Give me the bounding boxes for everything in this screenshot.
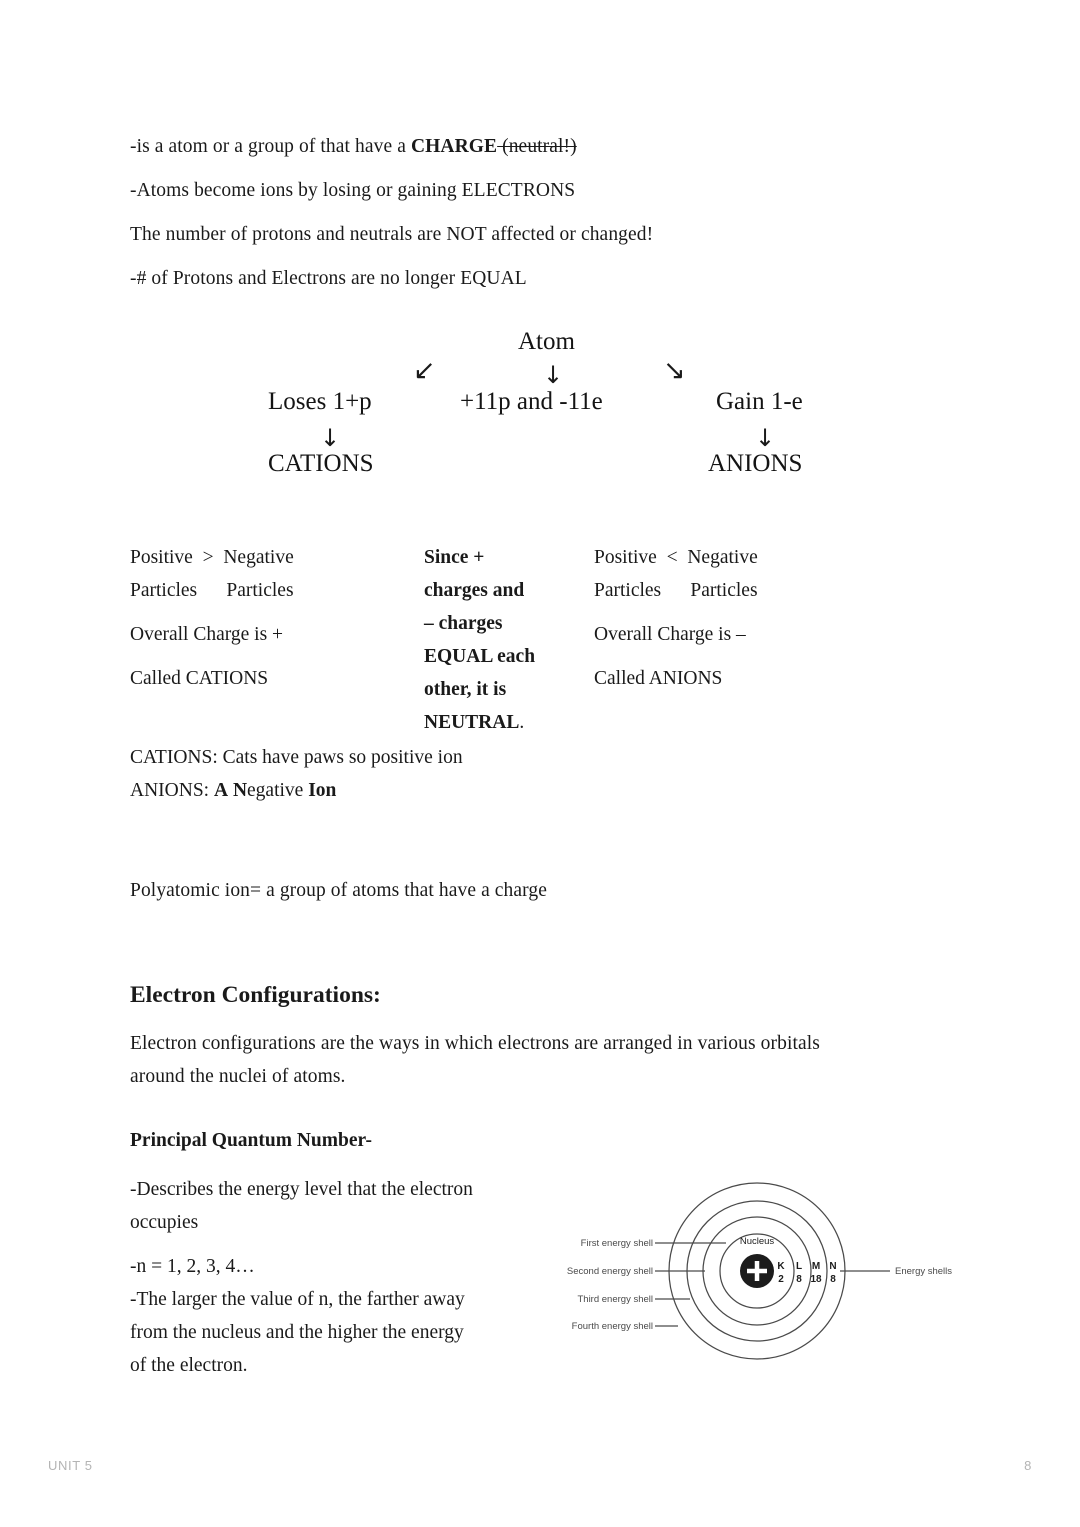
anions-mnemonic-prefix: ANIONS: [130, 780, 214, 801]
neutral-period: . [519, 712, 525, 733]
neutral-keyword: NEUTRAL [424, 712, 520, 733]
arrow-down-anions-icon: ↓ [755, 424, 776, 452]
neutral-strikethrough: (neutral!) [497, 136, 577, 157]
shell-count-m: 18 [810, 1274, 822, 1285]
pqn-and-figure-region [130, 1173, 953, 1423]
shell-letter-n: N [829, 1261, 837, 1272]
footer-unit-label: UNIT 5 [48, 1458, 93, 1473]
intro-line-4: -# of Protons and Electrons are no longer EQUAL [130, 268, 527, 289]
neutral-line-1: Since + [424, 547, 485, 568]
label-nucleus: Nucleus [739, 1236, 775, 1247]
diagram-branch-loses: Loses 1+p [268, 388, 372, 415]
ion-comparison-columns [130, 541, 930, 741]
pqn-line-6: of the electron. [130, 1355, 248, 1376]
intro-line-2: -Atoms become ions by losing or gaining ELECTRONS [130, 180, 576, 201]
electron-configurations-heading: Electron Configurations: [130, 982, 381, 1008]
shell-letter-k: K [777, 1261, 785, 1272]
intro-line-1 [130, 125, 930, 169]
page-footer [48, 1458, 1032, 1482]
label-energy-shells: Energy shells [895, 1266, 953, 1277]
electron-configurations-body [130, 1027, 930, 1093]
label-second-energy-shell: Second energy shell [566, 1266, 653, 1277]
pqn-describes-block [130, 1173, 530, 1239]
shell-letter-l: L [795, 1261, 803, 1272]
pqn-description [130, 1173, 530, 1382]
diagram-root-atom: Atom [518, 328, 575, 355]
neutral-line-2: charges and [424, 580, 525, 601]
label-first-energy-shell: First energy shell [580, 1238, 653, 1249]
document-content [130, 125, 953, 1423]
neutral-line-3: – charges [424, 613, 503, 634]
anions-mnemonic-ion: Ion [308, 780, 337, 801]
anions-mnemonic-n: N [232, 780, 248, 801]
anions-called: Called ANIONS [594, 668, 723, 689]
pqn-line-4: -The larger the value of n, the farther away [130, 1289, 465, 1310]
anions-column [594, 541, 894, 695]
diagram-branch-neutral: +11p and -11e [460, 388, 603, 415]
diagram-result-anions: ANIONS [708, 450, 803, 477]
label-third-energy-shell: Third energy shell [577, 1294, 653, 1305]
arrow-down-center-icon: ↓ [543, 361, 564, 389]
cations-column [130, 541, 430, 695]
intro-line-1-text: -is a atom or a group of that have a [130, 136, 411, 157]
pqn-line-2: occupies [130, 1212, 199, 1233]
atomic-shell-diagram [550, 1168, 960, 1393]
diagram-branch-gain: Gain 1-e [716, 388, 803, 415]
pqn-line-3: -n = 1, 2, 3, 4… [130, 1256, 255, 1277]
cations-called: Called CATIONS [130, 668, 269, 689]
arrow-down-left-icon: ↙ [413, 355, 436, 386]
arrow-down-cations-icon: ↓ [320, 424, 341, 452]
footer-page-number: 8 [1024, 1458, 1032, 1473]
neutral-column [424, 541, 574, 739]
electron-configurations-body-line2: around the nuclei of atoms. [130, 1066, 346, 1087]
anions-mnemonic-a: A [213, 780, 229, 801]
principal-quantum-number-heading: Principal Quantum Number- [130, 1130, 372, 1151]
neutral-line-5: other, it is [424, 679, 507, 700]
label-fourth-energy-shell: Fourth energy shell [571, 1321, 653, 1332]
arrow-down-right-icon: ↘ [663, 355, 686, 386]
cations-mnemonic: CATIONS: Cats have paws so positive ion [130, 747, 463, 768]
neutral-line-6 [424, 706, 574, 739]
anions-mnemonic [130, 774, 930, 807]
shell-count-k: 2 [778, 1274, 784, 1285]
pqn-line-5: from the nucleus and the higher the energy [130, 1322, 464, 1343]
intro-line-3: The number of protons and neutrals are NOT affected or changed! [130, 224, 654, 245]
charge-keyword: CHARGE [410, 136, 498, 157]
anions-particles-row: Particles Particles [594, 580, 758, 601]
anions-compare-row: Positive < Negative [594, 547, 758, 568]
shell-letter-m: M [811, 1261, 821, 1272]
atom-branching-diagram [130, 329, 930, 519]
shell-count-n: 8 [830, 1274, 836, 1285]
cations-particles-row: Particles Particles [130, 580, 294, 601]
pqn-line-1: -Describes the energy level that the electron [130, 1179, 473, 1200]
anions-mnemonic-egative: egative [247, 780, 309, 801]
polyatomic-definition: Polyatomic ion= a group of atoms that have a charge [130, 880, 547, 901]
anions-overall-charge: Overall Charge is – [594, 624, 746, 645]
cations-compare-row: Positive > Negative [130, 547, 294, 568]
shell-count-l: 8 [796, 1274, 802, 1285]
diagram-result-cations: CATIONS [268, 450, 374, 477]
anions-particles-block [594, 541, 894, 607]
neutral-line-4: EQUAL each [424, 646, 536, 667]
cations-overall-charge: Overall Charge is + [130, 624, 284, 645]
electron-configurations-body-line1: Electron configurations are the ways in which electrons are arranged in various orbitals [130, 1033, 820, 1054]
cations-particles-block [130, 541, 430, 607]
